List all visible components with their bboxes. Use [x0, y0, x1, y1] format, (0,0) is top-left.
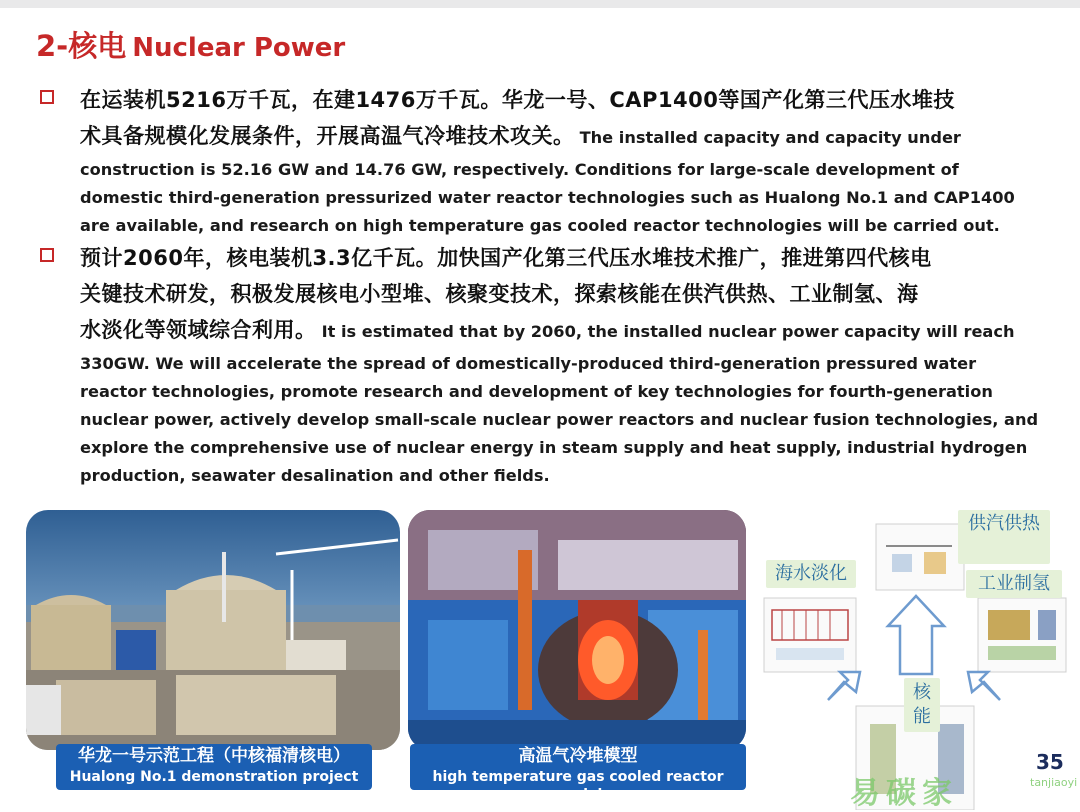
watermark-logo: 易碳家 — [850, 776, 958, 811]
bullet-1-en-line-2: construction is 52.16 GW and 14.76 GW, respectively. Conditions for large-scale development of — [80, 160, 959, 179]
bullet-2-en-line-6: production, seawater desalination and other fields. — [80, 466, 550, 485]
slide-title — [36, 24, 345, 65]
htgr-caption-en: high temperature gas cooled reactor model — [432, 769, 724, 803]
bullet-marker-icon — [40, 248, 54, 262]
steam-heat-thumbnail — [876, 524, 964, 590]
bullet-1-zh-line-2: 术具备规模化发展条件，开展高温气冷堆技术攻关。 — [80, 124, 575, 148]
bullet-2-zh-line-2: 关键技术研发，积极发展核电小型堆、核聚变技术，探索核能在供汽供热、工业制氢、海 — [80, 282, 919, 306]
htgr-caption-zh: 高温气冷堆模型 — [518, 746, 638, 766]
htgr-model-photo — [408, 510, 746, 750]
bullet-1-zh-line-1: 在运装机5216万千瓦，在建1476万千瓦。华龙一号、CAP1400等国产化第三代压水堆技 — [80, 88, 955, 112]
title-en: Nuclear Power — [132, 33, 346, 63]
page-number: 35 — [1036, 750, 1064, 774]
bullet-1-en-line-3: domestic third-generation pressurized water reactor technologies such as Hualong No.1 and CAP1400 — [80, 188, 1015, 207]
bullet-2-en-line-4: nuclear power, actively develop small-scale nuclear power reactors and nuclear fusion technologies, and — [80, 410, 1039, 429]
bullet-2-en-line-5: explore the comprehensive use of nuclear energy in steam supply and heat supply, industrial hydrogen — [80, 438, 1028, 457]
hualong-plant-photo — [26, 510, 400, 750]
label-steam-heat: 供汽供热 — [958, 510, 1050, 564]
hualong-caption-en: Hualong No.1 demonstration project — [69, 769, 359, 785]
bullet-2-zh-line-3: 水淡化等领域综合利用。 — [80, 318, 317, 342]
bullet-1-en-line-4: are available, and research on high temperature gas cooled reactor technologies will be carried out. — [80, 216, 1000, 235]
label-desalination: 海水淡化 — [766, 560, 856, 588]
bullet-2-en-line-3: reactor technologies, promote research and development of key technologies for fourth-generation — [80, 382, 993, 401]
title-zh: 2-核电 — [36, 29, 127, 63]
arrow-up-icon — [888, 596, 944, 674]
bullet-marker-icon — [40, 90, 54, 104]
hualong-caption-zh: 华龙一号示范工程（中核福清核电） — [78, 746, 350, 766]
bullet-1-en-line-1: The installed capacity and capacity under — [579, 128, 961, 147]
hualong-caption — [56, 744, 372, 790]
watermark-site: tanjiaoyi — [1030, 776, 1078, 789]
bullet-2-en-line-1: It is estimated that by 2060, the installed nuclear power capacity will reach — [321, 322, 1015, 341]
label-hydrogen: 工业制氢 — [966, 570, 1062, 598]
bullet-2-zh-line-1: 预计2060年，核电装机3.3亿千瓦。加快国产化第三代压水堆技术推广，推进第四代核电 — [80, 246, 932, 270]
nuclear-application-diagram — [752, 506, 1080, 810]
htgr-caption — [410, 744, 746, 803]
bullet-2-en-line-2: 330GW. We will accelerate the spread of domestically-produced third-generation pressured water — [80, 354, 977, 373]
arrow-upleft-icon — [828, 672, 860, 700]
desalination-thumbnail — [764, 598, 856, 672]
label-nuclear: 核能 — [904, 678, 940, 732]
arrow-upright-icon — [968, 672, 1000, 700]
top-bar — [0, 0, 1080, 8]
